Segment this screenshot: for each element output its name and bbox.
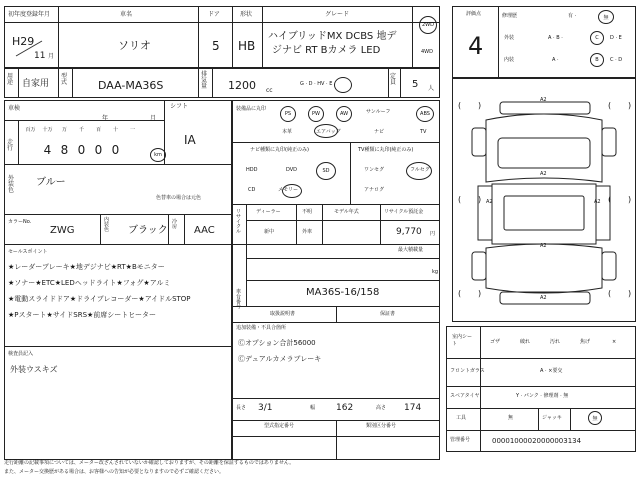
interior-label: 内装 — [504, 57, 515, 63]
mgmt-number: 00001000020000003134 — [492, 437, 582, 445]
cap-label: 定員 — [390, 73, 397, 86]
dealer-row2: 新中 — [264, 229, 275, 235]
doc-manual: 取扱説明書 — [270, 311, 296, 317]
equip-sunroof: サンルーフ — [366, 109, 391, 115]
row2 — [4, 68, 440, 98]
color-label: 外装色 — [8, 175, 15, 194]
equip-abs: ABS — [416, 106, 434, 122]
odometer: 百万 十万 万 千 百 十 一 4 8 0 0 0 — [22, 126, 146, 160]
exterior-grade-circle: C — [590, 31, 604, 45]
footer-line1: 走行距離の記載事項については、メーター改ざんされていないか確認しておりますが、その距離を保証するものではありません。 — [4, 460, 295, 466]
airbag-circle — [314, 124, 338, 138]
exterior-label: 外装 — [504, 35, 515, 41]
seat-item: 焦げ — [580, 339, 591, 345]
tv-fullseg: フルセグ — [410, 167, 430, 173]
door-count: 5 — [212, 39, 220, 53]
type-number-label: 型式指定番号 — [264, 423, 295, 429]
navi-memory: メモリー — [278, 187, 299, 193]
seat-item: 破れ — [520, 339, 531, 345]
doc-warranty: 保証書 — [380, 311, 396, 317]
reg-month: 11 — [34, 51, 46, 61]
equip-aw: AW — [336, 106, 352, 122]
shift-label: シフト — [170, 103, 189, 110]
shift-value: IA — [184, 133, 196, 147]
notes-line: 外装ウスキズ — [10, 365, 58, 374]
fuel-hv-circle — [334, 77, 352, 93]
seat-item: × — [612, 339, 617, 345]
interior-color: ブラック — [128, 225, 168, 236]
model-label: 型式 — [61, 73, 68, 86]
mgmt-label: 管理番号 — [450, 437, 471, 443]
odo-digit: 8 — [60, 143, 69, 157]
reg-year: H29 — [12, 35, 35, 48]
use-label: 用途 — [7, 73, 14, 86]
drive-4wd: 4WD — [421, 49, 433, 55]
navi-title: ナビ種類に丸印(純正のみ) — [250, 147, 309, 153]
footer-line2: また、メーター交換歴がある場合は、お客様への告知が必要となりますので必ずご確認ください。 — [4, 469, 225, 475]
tv-oneseg: ワンセグ — [364, 167, 385, 173]
spare-label: スペアタイヤ — [450, 393, 480, 399]
glass-value: A · ×要交 — [540, 368, 563, 374]
reg-label: 初年度登録年月 — [8, 11, 51, 18]
color-no-label: カラーNo. — [8, 219, 32, 225]
sales-line: ★ソナー★ETC★LEDヘッドライト★フォグ★アルミ — [8, 279, 171, 287]
fullseg-circle — [406, 162, 432, 180]
navi-sd: SD — [316, 162, 336, 180]
deposit-label: リサイクル預託金 — [384, 209, 424, 215]
interior-grade-circle: B — [590, 53, 604, 67]
seat-label: 室内シート — [452, 334, 473, 347]
memory-circle — [282, 184, 302, 198]
jack-circle: 無 — [588, 411, 602, 425]
interior-color-label: 内装色 — [104, 217, 110, 233]
grade-line2: ジナビ RT Bカメラ LED — [272, 45, 381, 56]
options-line: Ⓒオプション合計56000 — [238, 339, 316, 347]
color-value: ブルー — [36, 177, 66, 188]
length-value: 3/1 — [258, 403, 273, 413]
width-label: 幅 — [310, 405, 316, 411]
dealer-value: 不明 — [302, 209, 313, 215]
color-note: 色替車の場合は元色 — [156, 195, 202, 201]
displacement: 1200 — [228, 79, 256, 92]
class-number-label: 類別区分番号 — [366, 423, 397, 429]
equip-airbag: エアバッグ — [316, 129, 341, 135]
equip-pw: PW — [308, 106, 324, 122]
options-title: 追加装備・不具合箇所 — [236, 325, 287, 331]
tv-title: TV種類に丸印(純正のみ) — [358, 147, 414, 153]
sales-line: ★電動スライドドア★ドライブレコーダー★アイドルSTOP — [8, 295, 191, 303]
odo-digit: 4 — [43, 143, 52, 157]
km-circle: km — [150, 148, 166, 162]
odo-digit — [124, 143, 141, 157]
width-value: 162 — [336, 403, 354, 413]
sales-line: ★Pスタート★サイドSRS★前席シートヒーター — [8, 311, 157, 319]
navi-hdd: HDD — [246, 167, 258, 173]
odo-digit: 0 — [77, 143, 86, 157]
wheel-rr — [602, 252, 616, 280]
grade-label: グレード — [325, 11, 350, 18]
rear-section — [486, 244, 602, 293]
tools-value: 無 — [508, 415, 514, 421]
damage-mark: A2 — [540, 171, 547, 177]
odo-digit — [22, 143, 39, 157]
spare-value: Y · パンク · 修理剤 · 無 — [516, 393, 569, 399]
grade-line1: ハイブリッドMX DCBS 地デ — [268, 31, 397, 42]
repair-label: 修理歴 — [502, 13, 518, 19]
options-line: Ⓒデュアルカメラブレーキ — [238, 355, 322, 363]
color-no: ZWG — [50, 225, 75, 236]
equip-ps: PS — [280, 106, 296, 122]
length-label: 長さ — [236, 405, 247, 411]
damage-mark: A2 — [594, 199, 601, 205]
load-unit: kg — [432, 269, 439, 275]
cabin — [492, 184, 596, 244]
repair-none-circle: 無 — [598, 10, 614, 24]
damage-mark: A2 — [540, 243, 547, 249]
foreign-car: 外車 — [302, 229, 313, 235]
jack-label: ジャッキ — [542, 415, 562, 421]
door-label: ドア — [208, 11, 220, 18]
serial-label: 車台番号 — [236, 289, 242, 310]
height-value: 174 — [404, 403, 422, 413]
equip-leather: 本革 — [282, 129, 293, 135]
navi-cd: CD — [248, 187, 256, 193]
run-label: 走行 — [7, 139, 14, 152]
equip-tv: TV — [420, 129, 427, 135]
navi-dvd: DVD — [286, 167, 298, 173]
load-label: 最大積載量 — [398, 247, 424, 253]
equip-navi: ナビ — [374, 129, 385, 135]
dealer-label: ディーラー — [256, 209, 281, 215]
notes-title: 検査員記入 — [8, 351, 34, 357]
drive-2wd-circle: 2WD — [419, 16, 437, 34]
wheel-rl — [472, 252, 486, 280]
damage-mark: A2 — [540, 97, 547, 103]
deposit-amount: 9,770 — [396, 227, 422, 237]
score-value: 4 — [468, 32, 484, 60]
sales-line: ★レーダーブレーキ★地デジナビ★RT★Bモニター — [8, 263, 165, 271]
fuel-options: G · D · HV · E — [300, 81, 333, 87]
damage-mark: A2 — [540, 295, 547, 301]
wheel-fr — [602, 128, 616, 156]
ac-value: AAC — [194, 225, 215, 236]
hood — [498, 138, 590, 168]
front-bumper — [500, 102, 590, 114]
model-code: DAA-MA36S — [98, 79, 164, 92]
model-year-label: モデル年式 — [334, 209, 359, 215]
tv-analog: アナログ — [364, 187, 385, 193]
wheel-fl — [472, 128, 486, 156]
odo-digit: 0 — [111, 143, 120, 157]
seat-item: 汚れ — [550, 339, 561, 345]
serial-number: MA36S-16/158 — [306, 287, 380, 298]
damage-mark: A2 — [486, 199, 493, 205]
height-label: 高さ — [376, 405, 387, 411]
equip-title: 装備品に丸印 — [236, 106, 267, 112]
body-shape: HB — [238, 39, 256, 53]
capacity: 5 — [412, 79, 419, 90]
glass-label: フロントガラス — [450, 368, 485, 374]
tools-label: 工具 — [456, 415, 467, 421]
inspection-label: 車検 — [8, 105, 21, 112]
odo-digit: 0 — [94, 143, 103, 157]
use-value: 自家用 — [22, 79, 50, 89]
name-label: 車名 — [120, 11, 133, 18]
sales-title: セールスポイント — [8, 249, 48, 255]
seat-item: ゴザ — [490, 339, 501, 345]
car-name: ソリオ — [118, 39, 151, 52]
recycle-label: リサイクル — [236, 209, 242, 235]
roof — [504, 196, 584, 230]
disp-label: 排気量 — [201, 71, 208, 90]
score-label: 評価点 — [466, 11, 482, 17]
ac-label: 冷房 — [172, 219, 178, 230]
shape-label: 形状 — [240, 11, 253, 18]
